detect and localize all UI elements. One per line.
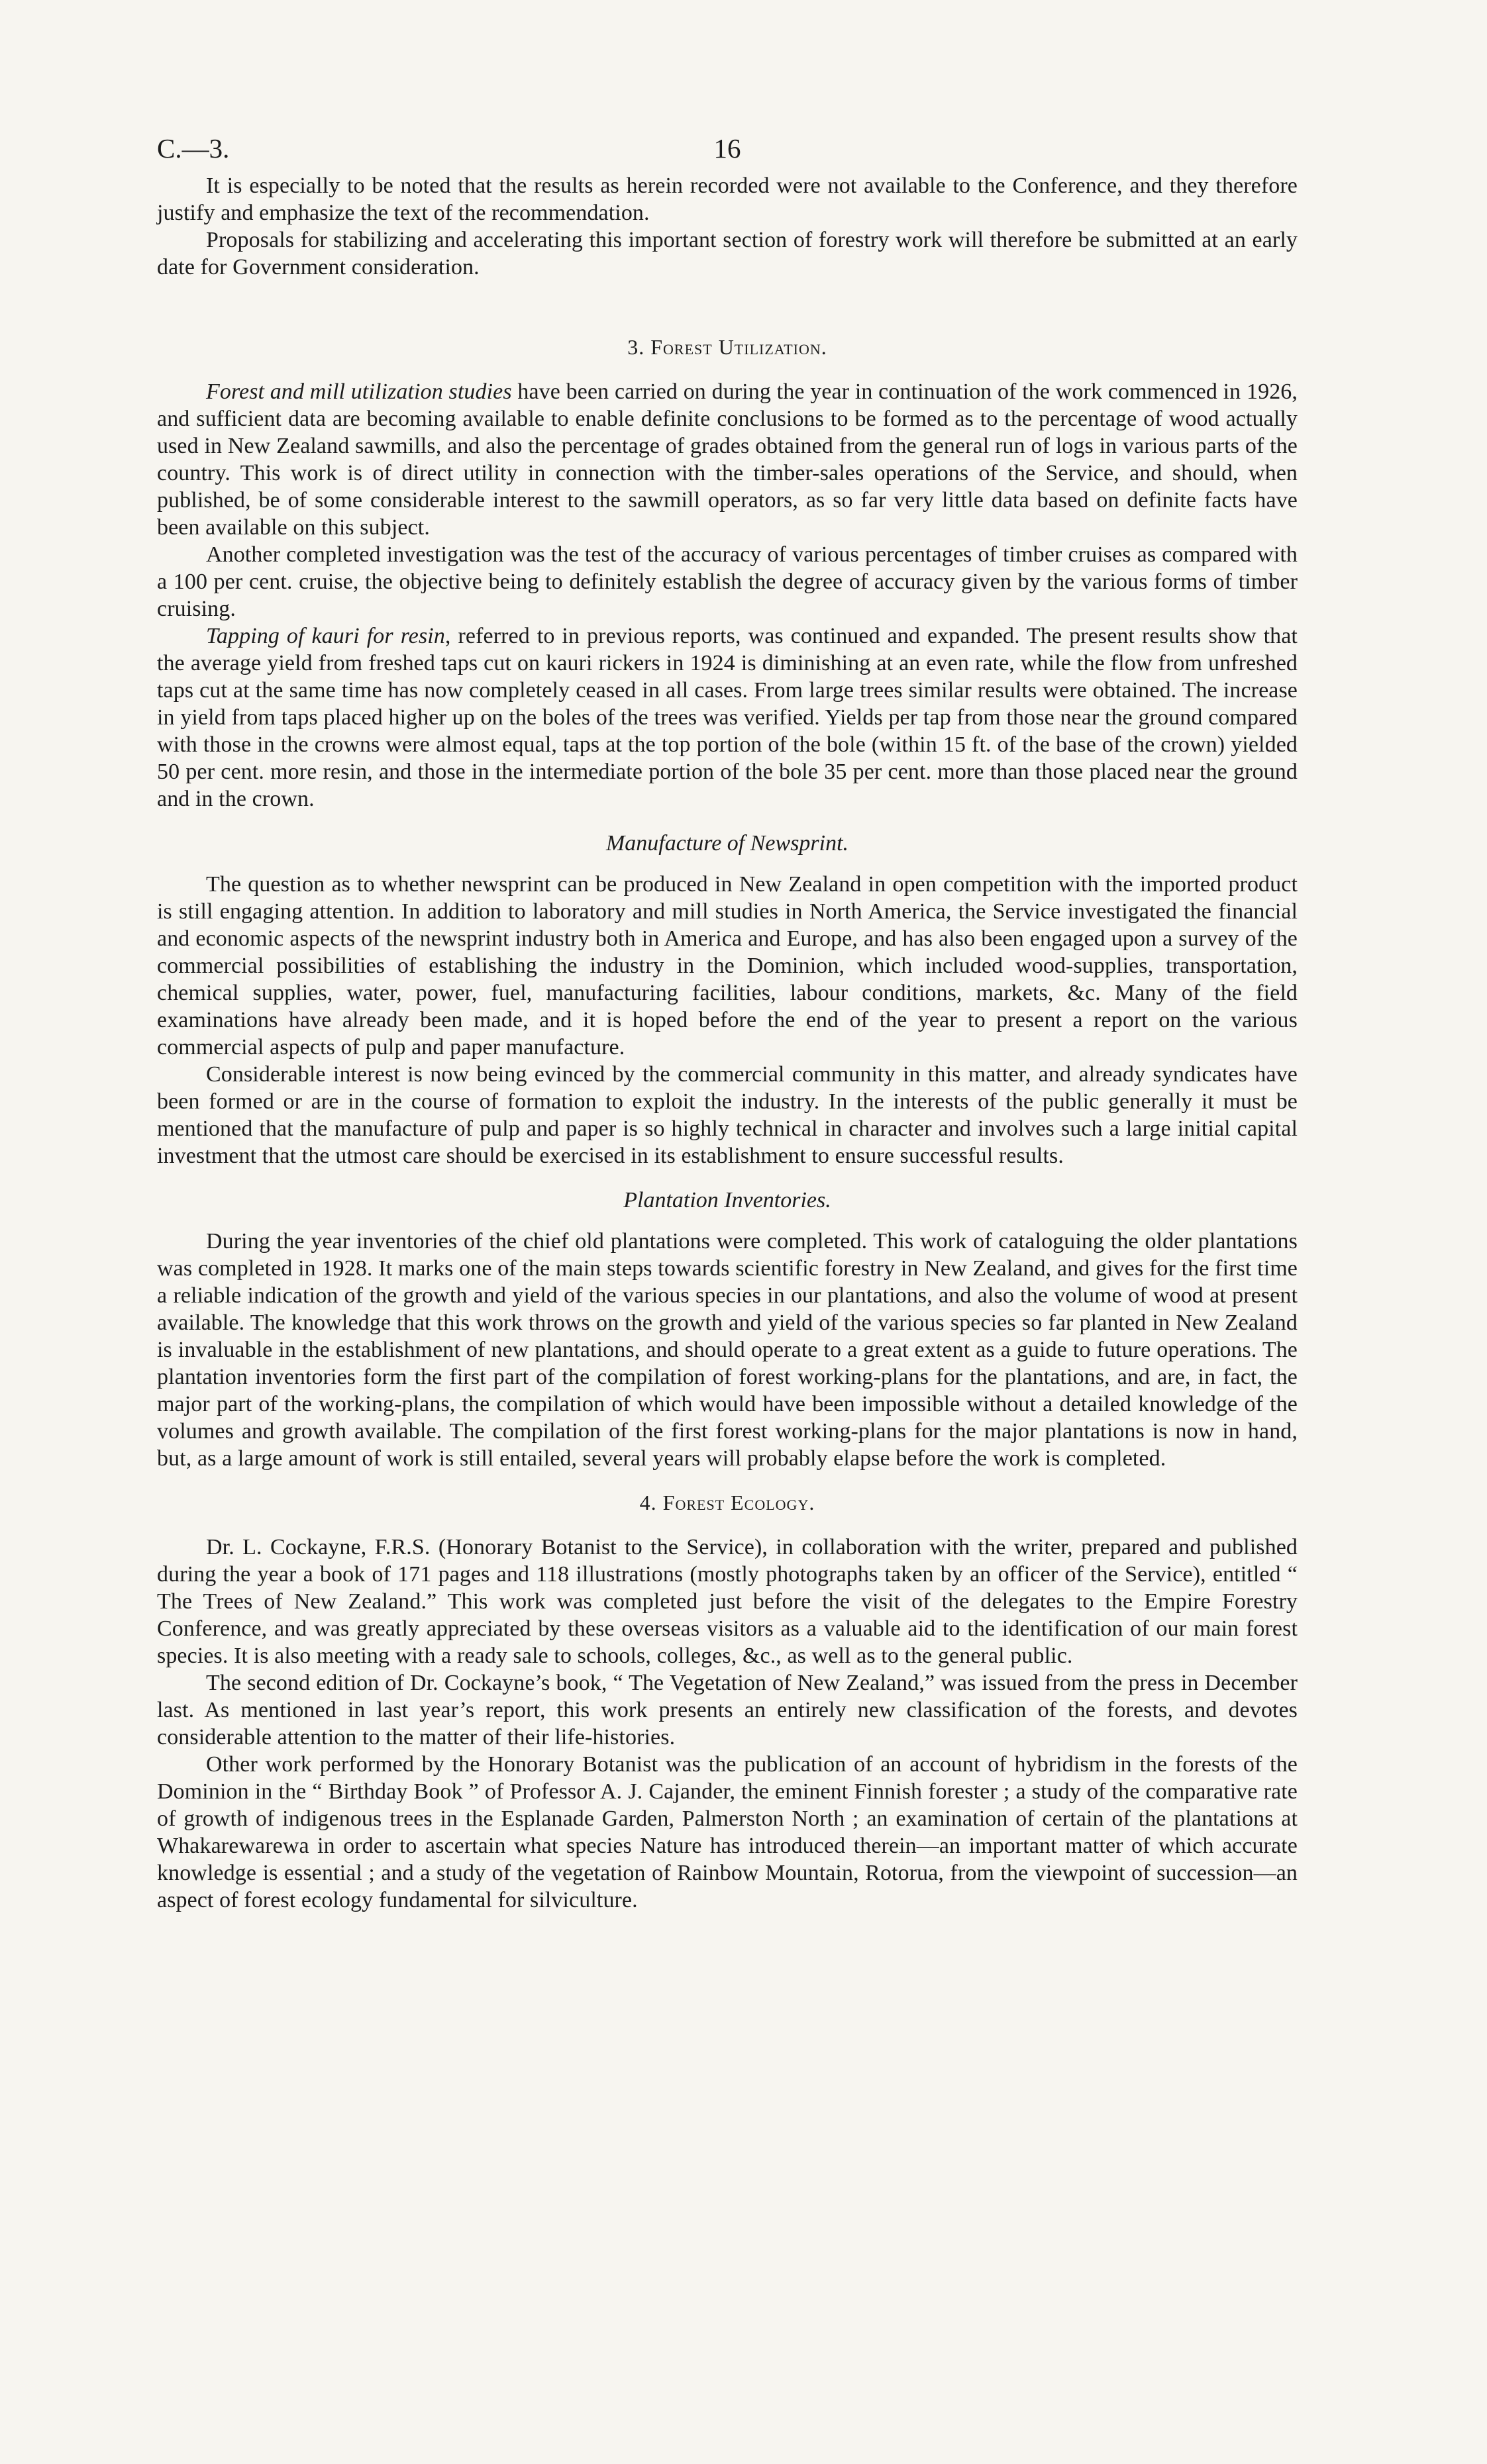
page-number: 16 [713,133,741,164]
subheading-newsprint: Manufacture of Newsprint. [605,831,849,856]
ecology-paragraph-2: The second edition of Dr. Cockayne’s book, “ The Vegetation of New Zealand,” was issued from the press in December last. As mentioned in last year’s report, this work presents an entirely new classification of the forests, and devotes considerable attention to the matter of their life-histories. [157,1671,1298,1749]
kauri-tapping-lead-phrase: Tapping of kauri for resin, [206,624,451,648]
utilization-paragraph-1-text: have been carried on during the year in continuation of the work commenced in 1926, and sufficient data are becoming available to enable definite conclusions to be formed as to the percentage of wood actually used in New Zealand sawmills, and also the percentage of grades obtained from the general run of logs in various parts of the country. This work is of direct utility in connection with the timber-sales operations of the Service, and should, when published, be of some considerable interest to the sawmill operators, as so far very little data based on definite facts have been available on this subject. [157,379,1298,540]
intro-paragraph-1: It is especially to be noted that the results as herein recorded were not available to the Conference, and they therefore justify and emphasize the text of the recommendation. [157,173,1298,225]
document-reference: C.—3. [157,133,230,164]
kauri-tapping-paragraph [157,622,1298,813]
section-heading-forest-ecology: 4. Forest Ecology. [639,1491,815,1514]
utilization-paragraph-1 [157,378,1298,541]
newsprint-paragraph-2: Considerable interest is now being evinced by the commercial community in this matter, and already syndicates have been formed or are in the course of formation to exploit the industry. In the interests of the public generally it must be mentioned that the manufacture of pulp and paper is so highly technical in character and involves such a large initial capital investment that the utmost care should be exercised in its establishment to ensure successful results. [157,1062,1298,1168]
document-page [157,132,1298,1914]
plantation-paragraph: During the year inventories of the chief old plantations were completed. This work of cataloguing the older plantations was completed in 1928. It marks one of the main steps towards scientific forestry in New Zealand, and gives for the first time a reliable indication of the growth and yield of the various species in our plantations, and also the volume of wood at present available. The knowledge that this work throws on the growth and yield of the various species so far planted in New Zealand is invaluable in the establishment of new plantations, and should operate to a great extent as a guide to future operations. The plantation inventories form the first part of the compilation of forest working-plans for the plantations, and are, in fact, the major part of the working-plans, the compilation of which would have been impossible without a detailed knowledge of the volumes and growth available. The compilation of the first forest working-plans for the major plantations is now in hand, but, as a large amount of work is still entailed, several years will probably elapse before the work is completed. [157,1229,1298,1471]
section-heading-forest-utilization: 3. Forest Utilization. [627,335,827,359]
newsprint-paragraph-1: The question as to whether newsprint can be produced in New Zealand in open competition with the imported product is still engaging attention. In addition to laboratory and mill studies in North America, the Service investigated the financial and economic aspects of the newsprint industry both in America and Europe, and has also been engaged upon a survey of the commercial possibilities of establishing the industry in the Dominion, which included wood-supplies, transportation, chemical supplies, water, power, fuel, manufacturing facilities, labour conditions, markets, &c. Many of the field examinations have already been made, and it is hoped before the end of the year to present a report on the various commercial aspects of pulp and paper manufacture. [157,872,1298,1060]
utilization-lead-phrase: Forest and mill utilization studies [206,379,512,404]
utilization-paragraph-2: Another completed investigation was the test of the accuracy of various percentages of timber cruises as compared with a 100 per cent. cruise, the objective being to definitely establish the degree of accuracy given by the various forms of timber cruising. [157,542,1298,621]
intro-paragraph-2: Proposals for stabilizing and accelerating this important section of forestry work will therefore be submitted at an early date for Government consideration. [157,228,1298,279]
kauri-tapping-paragraph-text: referred to in previous reports, was continued and expanded. The present results show that the average yield from freshed taps cut on kauri rickers in 1924 is diminishing at an even rate, while the flow from unfreshed taps cut at the same time has now completely ceased in all cases. From large trees similar results were obtained. The increase in yield from taps placed higher up on the boles of the trees was verified. Yields per tap from those near the ground compared with those in the crowns were almost equal, taps at the top portion of the bole (within 15 ft. of the base of the crown) yielded 50 per cent. more resin, and those in the intermediate portion of the bole 35 per cent. more than those placed near the ground and in the crown. [157,624,1298,811]
subheading-plantation-inventories: Plantation Inventories. [623,1188,831,1212]
ecology-paragraph-3: Other work performed by the Honorary Botanist was the publication of an account of hybridism in the forests of the Dominion in the “ Birthday Book ” of Professor A. J. Cajander, the eminent Finnish forester ; a study of the comparative rate of growth of indigenous trees in the Esplanade Garden, Palmerston North ; an examination of certain of the plantations at Whakarewarewa in order to ascertain what species Nature has introduced therein—an important matter of which accurate knowledge is essential ; and a study of the vegetation of Rainbow Mountain, Rotorua, from the viewpoint of succession—an aspect of forest ecology fundamental for silviculture. [157,1752,1298,1912]
running-head [157,132,1298,172]
ecology-paragraph-1: Dr. L. Cockayne, F.R.S. (Honorary Botanist to the Service), in collaboration with the writer, prepared and published during the year a book of 171 pages and 118 illustrations (mostly photographs taken by an officer of the Service), entitled “ The Trees of New Zealand.” This work was completed just before the visit of the delegates to the Empire Forestry Conference, and was greatly appreciated by these overseas visitors as a valuable aid to the identification of our main forest species. It is also meeting with a ready sale to schools, colleges, &c., as well as to the general public. [157,1535,1298,1668]
